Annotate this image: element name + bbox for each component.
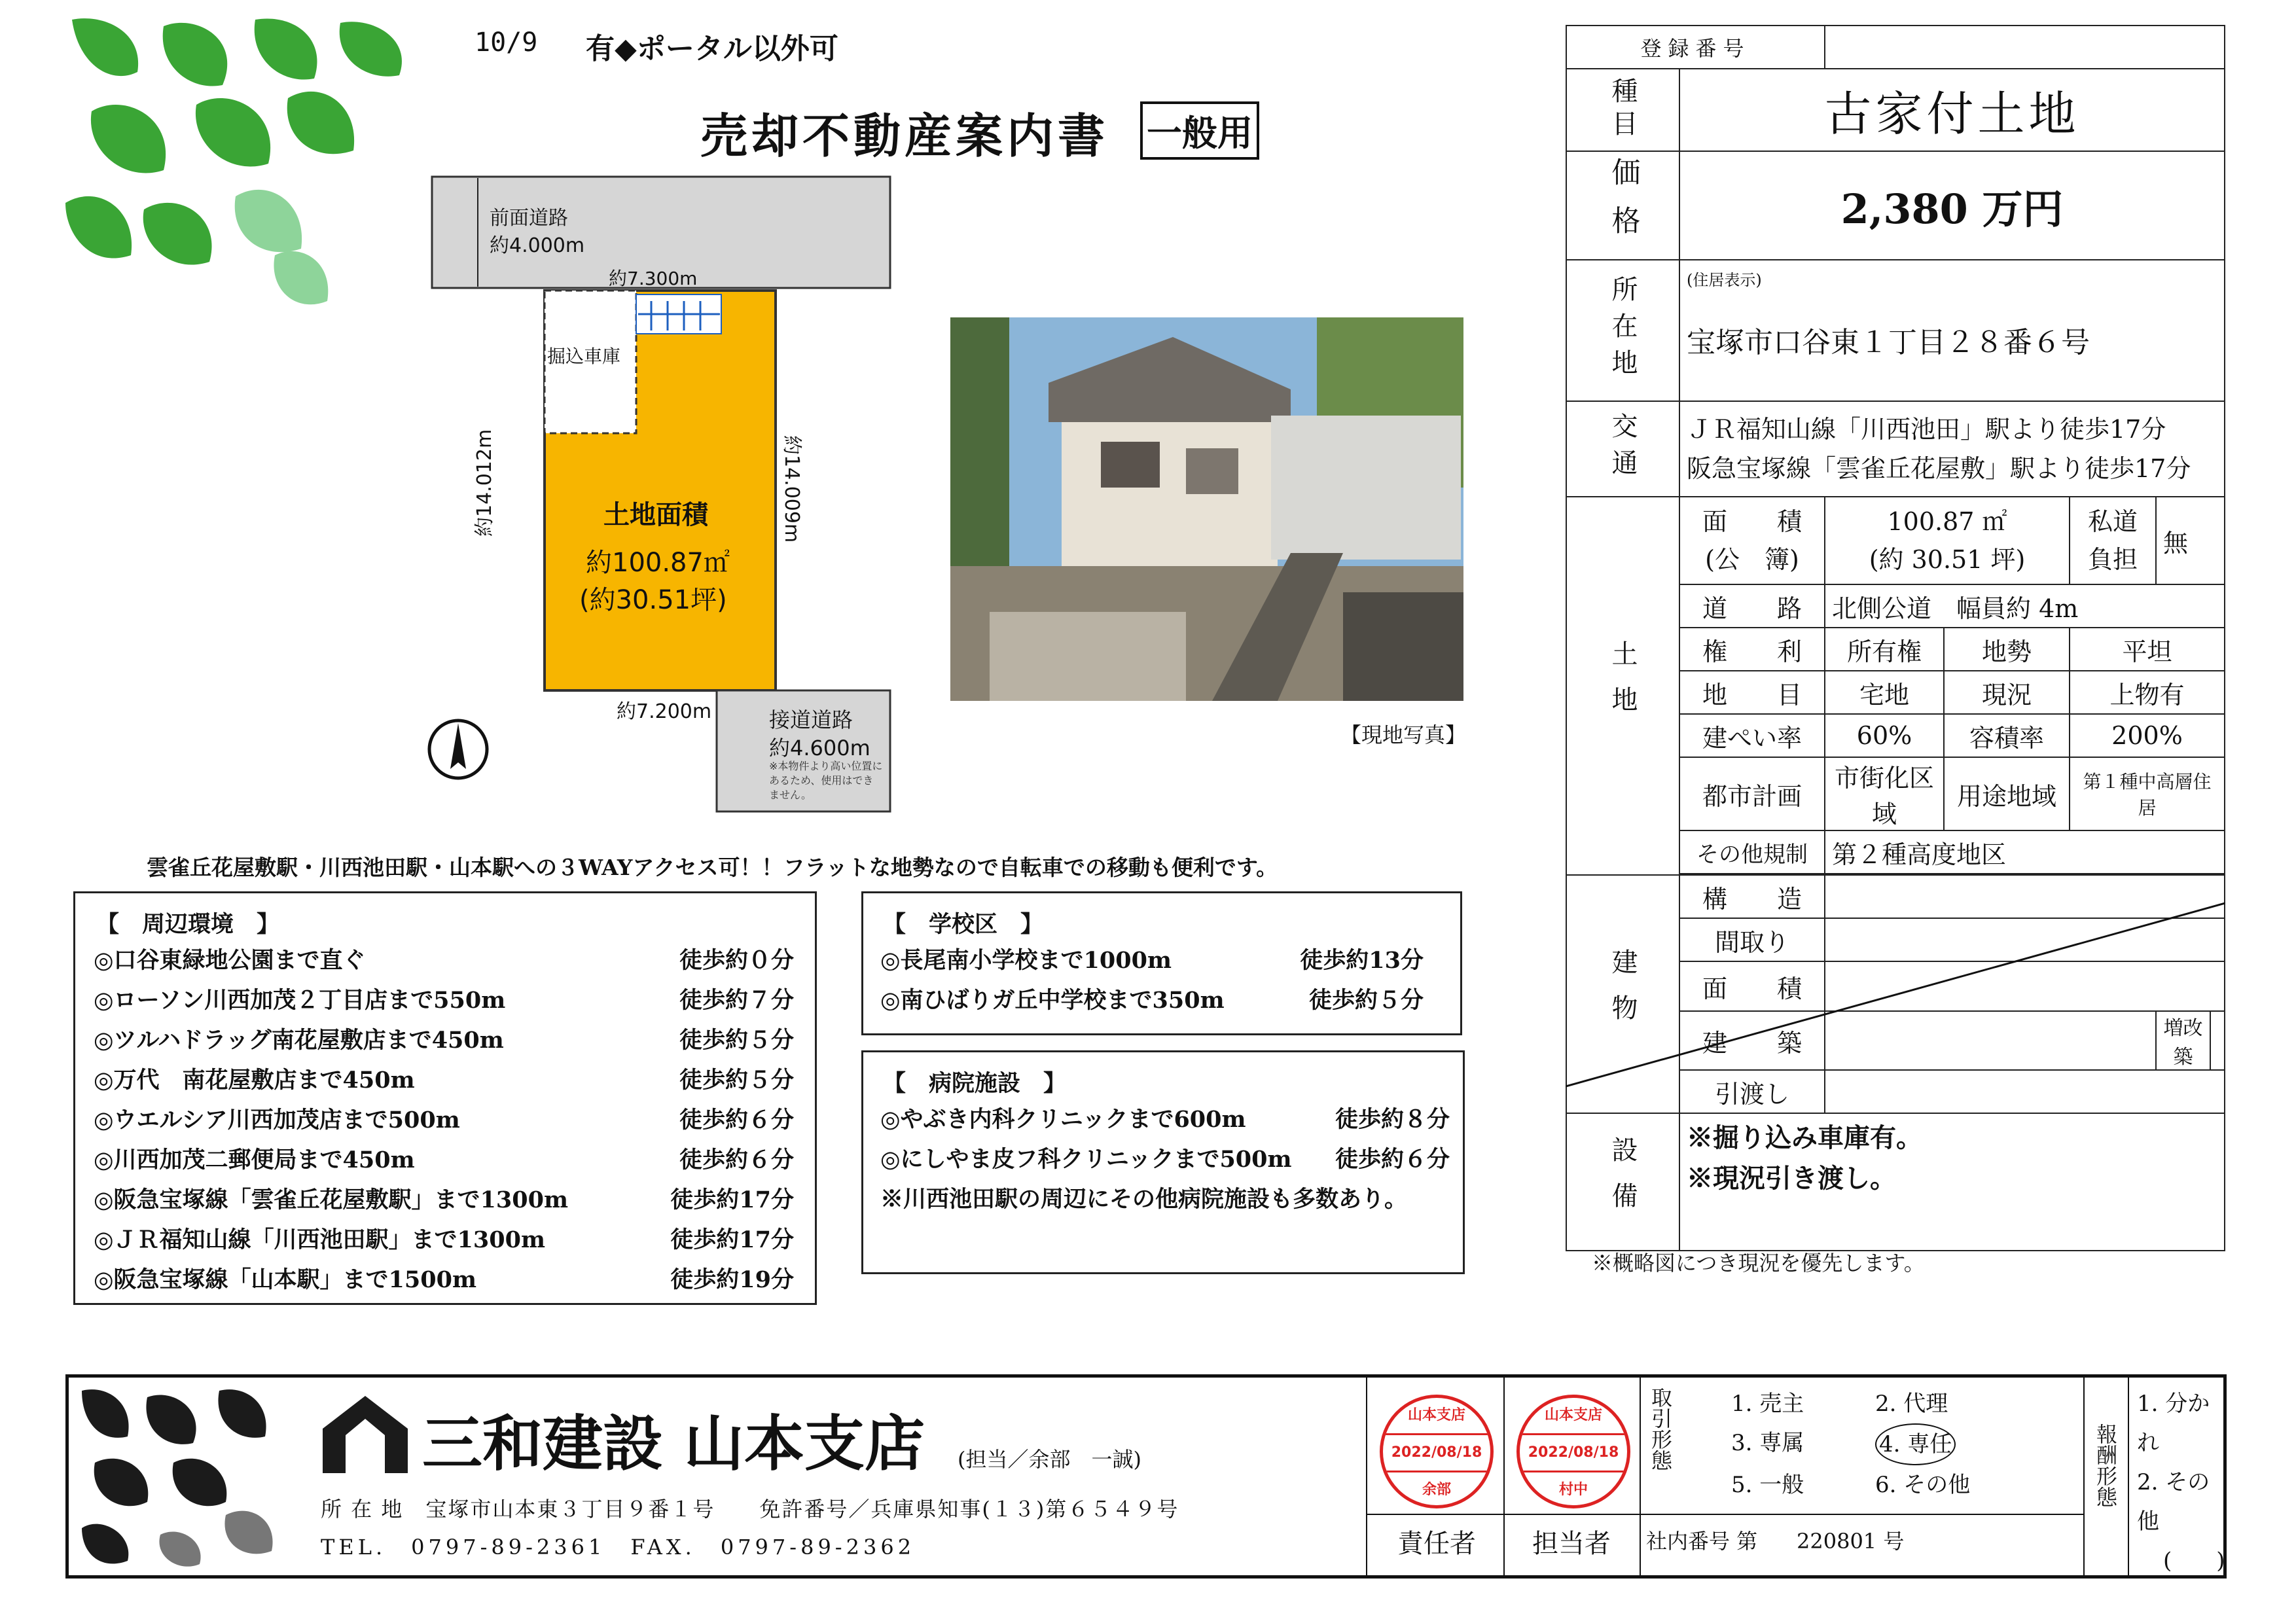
footer (65, 1374, 2227, 1578)
hospitals-heading: 【 病院施設 】 (883, 1070, 1067, 1097)
reg-label: 登録番号 (1566, 26, 1825, 69)
deal-option: 2. 代理 (1875, 1391, 1948, 1417)
rights-value: 所有権 (1825, 628, 1944, 671)
area-value2: (約 30.51 坪) (1869, 545, 2026, 574)
type-label: 種目 (1566, 69, 1679, 151)
equipment-1: ※掘り込み車庫有。 (1687, 1122, 1922, 1153)
transport-line1: ＪＲ福知山線「川西池田」駅より徒歩17分 (1687, 415, 2166, 444)
coverage-value: 60% (1825, 714, 1944, 757)
deal-label: 取引形態 (1648, 1387, 1673, 1471)
list-item: ◎ローソン川西加茂２丁目店まで550m 徒歩約７分 (94, 987, 794, 1014)
surroundings-list (94, 940, 794, 1300)
left-edge-label: 約14.012m (473, 429, 496, 537)
footnote: ※概略図につき現況を優先します。 (1592, 1251, 1925, 1275)
front-road-width: 約4.000m (490, 234, 585, 257)
access-road-label: 接道道路 (769, 707, 853, 732)
building-label: 建物 (1566, 875, 1679, 1113)
list-item: ※川西池田駅の周辺にその他病院施設も多数あり。 (880, 1186, 1408, 1213)
company-tel: TEL. 0797-89-2361 FAX. 0797-89-2362 (321, 1535, 916, 1560)
list-item: ◎やぶき内科クリニックまで600m 徒歩約８分 (880, 1106, 1450, 1133)
layout-label: 間取り (1679, 918, 1825, 961)
type-value: 古家付土地 (1679, 69, 2225, 151)
zoning-value: 第１種中高層住居 (2070, 757, 2225, 830)
list-item: ◎阪急宝塚線「山本駅」まで1500m 徒歩約19分 (94, 1266, 794, 1293)
deal-option: 6. その他 (1875, 1472, 1971, 1498)
footer-leaf-decoration (75, 1384, 291, 1574)
far-label: 容積率 (1944, 714, 2070, 757)
built-label: 建 築 (1679, 1011, 1825, 1070)
extension-label: 増改築 (2156, 1011, 2210, 1070)
incharge-stamp: 山本支店 2022/08/18 村中 (1516, 1395, 1630, 1508)
deal-option: 1. 売主 (1731, 1391, 1804, 1417)
location-sub: (住居表示) (1687, 271, 1762, 289)
responsible-stamp: 山本支店 2022/08/18 余部 (1380, 1395, 1494, 1508)
deal-option-selected: 4. 専任 (1875, 1423, 1956, 1465)
list-item: ◎ツルハドラッグ南花屋敷店まで450m 徒歩約５分 (94, 1027, 794, 1054)
photo-caption: 【現地写真】 (1340, 722, 1467, 747)
terrain-label: 地勢 (1944, 628, 2070, 671)
surroundings-box (73, 891, 817, 1305)
status-label: 現況 (1944, 671, 2070, 714)
internal-no-value: 220801 号 (1797, 1529, 1905, 1554)
company-address: 所 在 地 宝塚市山本東３丁目９番１号 免許番号／兵庫県知事(１３)第６５４９号 (321, 1497, 1179, 1522)
tagline: 雲雀丘花屋敷駅・川西池田駅・山本駅への３WAYアクセス可！！フラットな地勢なので自転車での移動も便利です。 (147, 855, 1278, 880)
staff-name: (担当／余部 一誠) (958, 1447, 1141, 1472)
price-value: 2,380 万円 (1679, 151, 2225, 260)
area-title: 土地面積 (603, 500, 708, 530)
road-value: 北側公道 幅員約 4m (1825, 584, 2225, 628)
other-label: その他規制 (1679, 830, 1825, 874)
private-road-value: 無 (2156, 497, 2225, 584)
company-name: 三和建設 山本支店 (422, 1409, 925, 1479)
private-road-label1: 私道 (2087, 507, 2138, 536)
category-value: 宅地 (1825, 671, 1944, 714)
transport-label: 交通 (1566, 401, 1679, 497)
list-item: ◎ウエルシア川西加茂店まで500m 徒歩約６分 (94, 1107, 794, 1133)
barea-label: 面 積 (1679, 961, 1825, 1011)
schools-box (861, 891, 1462, 1035)
surroundings-heading: 【 周辺環境 】 (96, 911, 280, 938)
list-item: ◎口谷東緑地公園まで直ぐ 徒歩約０分 (94, 947, 794, 974)
list-item: ◎万代 南花屋敷店まで450m 徒歩約５分 (94, 1067, 794, 1094)
terrain-value: 平坦 (2070, 628, 2225, 671)
price-label: 価格 (1566, 151, 1679, 260)
building-strike-line (1566, 897, 2225, 1093)
schools-list (880, 940, 1424, 1020)
area-label2: (公 簿) (1705, 545, 1799, 574)
right-edge-label: 約14.009m (780, 435, 803, 543)
road-label: 道 路 (1679, 584, 1825, 628)
handover-label: 引渡し (1679, 1070, 1825, 1113)
deal-options (1731, 1384, 2032, 1505)
deal-option: 5. 一般 (1731, 1472, 1804, 1498)
planning-value: 市街化区域 (1825, 757, 1944, 830)
equipment-label: 設備 (1566, 1113, 1679, 1251)
hospitals-list (880, 1099, 1450, 1219)
zoning-label: 用途地域 (1944, 757, 2070, 830)
list-item: ◎長尾南小学校まで1000m 徒歩約13分 (880, 947, 1424, 974)
coverage-label: 建ぺい率 (1679, 714, 1825, 757)
schools-heading: 【 学校区 】 (883, 911, 1044, 938)
access-road-width: 約4.600m (769, 736, 870, 760)
list-item: ◎南ひばりガ丘中学校まで350m 徒歩約５分 (880, 987, 1424, 1014)
reg-value (1825, 26, 2225, 69)
area-sqm: 約100.87㎡ (586, 548, 730, 578)
location-value: 宝塚市口谷東１丁目２８番６号 (1687, 326, 2090, 359)
usage-badge: 一般用 (1140, 101, 1259, 160)
hospitals-box (861, 1050, 1465, 1274)
fee-options (2137, 1384, 2225, 1580)
equipment-2: ※現況引き渡し。 (1687, 1163, 1896, 1194)
fee-option: 2. その他 (2137, 1469, 2210, 1535)
company-logo-icon (323, 1396, 408, 1473)
deal-option: 3. 専属 (1731, 1430, 1804, 1456)
list-item: ◎にしやま皮フ科クリニックまで500m 徒歩約６分 (880, 1146, 1450, 1173)
list-item: ◎ＪＲ福知山線「川西池田駅」まで1300m 徒歩約17分 (94, 1226, 794, 1253)
rights-label: 権 利 (1679, 628, 1825, 671)
front-road-label: 前面道路 (490, 207, 568, 230)
land-label: 土地 (1566, 497, 1679, 875)
list-item: ◎阪急宝塚線「雲雀丘花屋敷駅」まで1300m 徒歩約17分 (94, 1186, 794, 1213)
area-value1: 100.87 ㎡ (1887, 507, 2007, 536)
private-road-label2: 負担 (2087, 545, 2138, 574)
page-title: 売却不動産案内書 (700, 108, 1109, 164)
header-date: 10/9 (475, 27, 538, 58)
top-edge-label: 約7.300m (609, 268, 698, 289)
far-value: 200% (2070, 714, 2225, 757)
fee-label: 報酬形態 (2093, 1423, 2118, 1507)
access-note: ※本物件より高い位置にあるため、使用はできません。 (769, 760, 883, 801)
incharge-label: 担当者 (1532, 1529, 1611, 1559)
other-value: 第２種高度地区 (1825, 830, 2225, 874)
area-label1: 面 積 (1702, 507, 1802, 536)
bottom-edge-label: 約7.200m (617, 700, 712, 723)
list-item: ◎川西加茂二郵便局まで450m 徒歩約６分 (94, 1147, 794, 1173)
status-value: 上物有 (2070, 671, 2225, 714)
structure-label: 構 造 (1679, 875, 1825, 918)
planning-label: 都市計画 (1679, 757, 1825, 830)
carport-label: 掘込車庫 (547, 346, 621, 367)
internal-no-label: 社内番号 第 (1646, 1529, 1758, 1554)
fee-option: 1. 分かれ (2137, 1391, 2210, 1456)
responsible-label: 責任者 (1397, 1529, 1476, 1559)
location-label: 所在地 (1566, 260, 1679, 401)
north-arrow-icon (429, 721, 487, 778)
area-tsubo: (約30.51坪) (579, 585, 727, 615)
transport-line2: 阪急宝塚線「雲雀丘花屋敷」駅より徒歩17分 (1687, 454, 2191, 483)
fee-option: ( ) (2163, 1548, 2225, 1574)
leaf-decoration (65, 13, 432, 340)
site-photo (950, 317, 1463, 701)
header-note: 有◆ポータル以外可 (586, 32, 838, 65)
category-label: 地 目 (1679, 671, 1825, 714)
